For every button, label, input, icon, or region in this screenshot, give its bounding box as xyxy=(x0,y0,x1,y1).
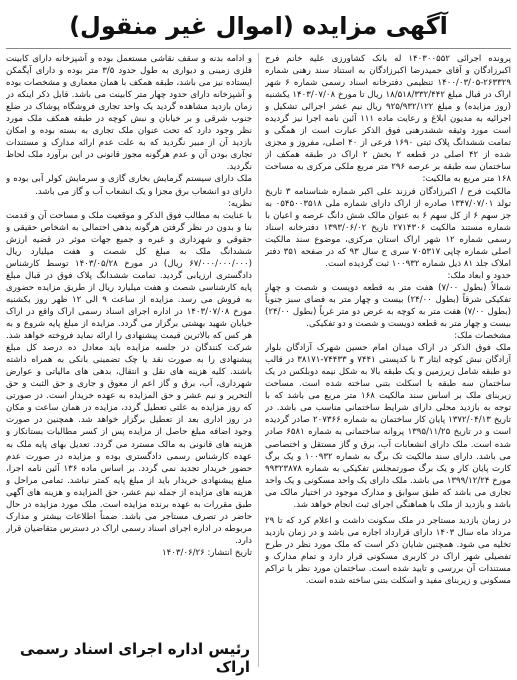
signature-line: رئیس اداره اجرای اسناد رسمی اراک xyxy=(19,640,250,676)
specs-paragraph: ملک فوق الذکر در اراک میدان امام حسین شهرک آزادگان بلوار آزادگان نبش کوچه ایثار ۳ با کدپستی ۷۴۴۱ و ۷۴۴۳۳-۳۸۱۷۱ در قالب دو طبقه شامل زیرزمین و یک طبقه بالا به شکل نیمه دوبلکس در یک ساختمان سه طبقه با اسکلت بتنی ساخته شده است. مساحت زیربنای ملک بر اساس سند مالکیت ۱۶۸ متر مربع می باشد که با توجه به بازدید محلی دارای شرایط ساختمانی مناسب می باشد. در تاریخ ۱۳۷۲/۰۴/۱۳ پایان کار ساختمان به شماره ۲۰۷۳۶۶ صادر گردیده است و در تاریخ ۱۳۹۵/۱۱/۲۵ پروانه ساختمانی به شماره ۶۵۸۱ صادر شده است. ملک دارای انشعابات آب، برق و گاز مستقل و اختصاصی می باشد. دارای سند مالکیت تک برگ به شماره ۱۰۰۹۳۲ و یک برگ کارت پایان کار و یک برگ صورتمجلس تفکیکی به شماره ۹۹۳۲۳۸۷۸ مورخ ۱۳۹۹/۱۲/۲۴ می باشد. ملک دارای یک واحد مسکونی و یک واحد تجاری می باشد که طبق سوابق و مدارک موجود در اختیار مالک می باشد و بازدید از ملک با هماهنگی اجرای ثبت انجام خواهد شد. xyxy=(265,343,511,510)
tenant-paragraph: در زمان بازدید مستاجر در ملک سکونت داشت و اعلام کرد که تا ۲۹ مرداد ماه سال ۱۴۰۳ دارای قرارداد اجاره می باشد و در زمان بازدید تخلیه می شود. همچنین شایان ذکر است که ملک مورد نظر در طرح تفصیلی شهر اراک در کاربری مسکونی قرار دارد و تمام مدارک و مستندات آن بررسی و تایید شده است. ساختمان مورد نظر با تراکم مسکونی و زیربنای مفید و اسکلت بتنی ساخته شده است. xyxy=(265,515,511,587)
boundaries-paragraph: شمالاً (بطول ۷/۰۰) هفت متر به قطعه دویست و شصت و چهار تفکیکی شرقاً (بطول ۲۴/۰۰) بیست و چهار متر به فضای سبز جنوباً (بطول ۷/۰۰) هفت متر به کوچه به عرض دو متر غرباً (بطول ۲۴/۰۰) بیست و چهار متر به قطعه دویست و شصت و دو تفکیکی. xyxy=(265,282,511,330)
auction-terms-paragraph: با عنایت به مطالب فوق الذکر و موقعیت ملک و مساحت آن و قدمت بنا و بدون در نظر گرفتن هرگونه بدهی احتمالی به اشخاص حقیقی و حقوقی و شهرداری و غیره و جمیع جهات موثر در قضیه ارزش ششدانگ ملک به مبلغ کل شصت و هفت میلیارد ریال (۶۷/۰۰۰/۰۰۰/۰۰۰ ریال) در مورخ ۱۴۰۳/۰۵/۲۸ توسط کارشناس دادگستری ارزیابی گردید. تمامت ششدانگ پلاک فوق در قبال مبلغ پایه کارشناسی شصت و هفت میلیارد ریال از طریق مزایده حضوری به فروش می رسد. مزایده از ساعت ۹ الی ۱۲ ظهر روز یکشنبه مورخ ۱۴۰۳/۰۷/۰۸ در اداره اجرای اسناد رسمی اراک واقع در اراک خیابان شهید بهشتی برگزار می گردد. مزایده از مبلغ پایه شروع و به هر کس که بالاترین قیمت پیشنهادی را ارائه نماید فروخته خواهد شد. شرکت کنندگان در جلسه مزایده باید معادل ده درصد کل مبلغ پیشنهادی را به صورت نقد یا چک تضمینی بانکی به همراه داشته باشند. کلیه هزینه های نقل و انتقال، بدهی های مالیاتی و عوارض شهرداری، آب، برق و گاز اعم از معوق و جاری و حق الثبت و حق التحریر و نیم عشر و حق المزایده به عهده خریدار است. در صورتی که روز مزایده به علتی تعطیل گردد، مزایده در همان ساعت و مکان در روز اداری بعد از تعطیل برگزار خواهد شد. همچنین در صورت وجود اضافه مبلغ حاصل از مزایده پس از کسر مطالبات بستانکار و هزینه های قانونی به مالک مسترد می گردد. تعدیل بهای پایه ملک به عهده کارشناس رسمی دادگستری بوده و مزایده در صورت عدم حضور خریدار تجدید نمی گردد. بر اساس ماده ۱۳۶ آئین نامه اجرا، مبلغ پیشنهادی خریدار باید از مبلغ پایه کمتر نباشد. تمامی مراحل و هزینه های مزایده از جمله نیم عشر، حق المزایده و هزینه های آگهی طبق مقررات به عهده برنده مزایده است. ملک مورد مزایده در حال حاضر در تصرف مستاجر می باشد. ضمناً اطلاعات بیشتر و مدارک مربوطه در اداره اجرای اسناد رسمی اراک در دسترس متقاضیان قرار دارد. xyxy=(6,210,253,546)
interior-paragraph: و ادامه بدنه و سقف نقاشی مستعمل بوده و آشپزخانه دارای کابینت فلزی زمینی و دیواری به طول حدود ۳/۵ متر بوده و دارای آیگمکن ایستاده نیز می باشد، طبقه همکف با همان معماری و مشخصات بوده و آشپزخانه دارای حدود چهار متر کابینت می باشد. قابل ذکر اینکه در زمان بازدید مشاهده گردید یک واحد تجاری فروشگاه پوشاک در ضلع جنوب شرقی و بر خیابان و نبش کوچه در طبقه همکف ملک مورد نظر وجود دارد که تحت عنوان ملک تجاری به بسته بوده و امکان بازدید آن از مبیر نگردید که به علت عدم ارائه مدارک و مستندات تجاری بودن آن و عدم هرگونه مجوز قانونی در این برآورد ملک لحاظ نگردید. xyxy=(6,54,253,173)
column-divider xyxy=(258,53,259,667)
opinion-heading: نظریه: xyxy=(227,198,253,209)
notice-columns xyxy=(6,53,511,667)
notice-header xyxy=(6,4,511,49)
boundaries-heading: حدود و ابعاد ملک: xyxy=(447,270,511,281)
specs-heading: مشخصات ملک: xyxy=(454,331,511,342)
utilities-paragraph: ملک دارای سیستم گرمایش بخاری گازی و سرمایش کولر آبی بوده و دارای دو انشعاب برق مجزا و یک انشعاب آب و گاز می باشد. xyxy=(6,174,253,197)
case-intro-paragraph: پرونده اجرائی ۱۴۰۳۰۰۵۵۲ له بانک کشاورزی علیه خانم فرح اکبرزادگان و آقای حمیدرضا اکبرزادگان به استناد سند رهنی شماره ۲۶۳۳۲۹-۱۴۰۰/۰۳/۰۵ تنظیمی دفترخانه اسناد رسمی شماره ۶ شهر اراک در قبال مبلغ ۱۸/۵۱۸/۳۳۲/۴۴۲ ریال تا مورخ ۱۴۰۳/۰۷/۰۸ یکشنبه (روز مزایده) و مبلغ ۹۲۵/۹۳۲/۱۲۲ ریال نیم عشر اجرائی تشکیل و اجرائیه به مدیون ابلاغ و رعایت ماده ۱۱۱ آئین نامه اجرا نیز گردیده است مورد وثیقه ششدرهنی فوق الذکر عبارت است از همگی و تمامت ششدانگ پلاک ثبتی ۱۶۹۰ فرعی از ۴۰ اصلی، مفروز و مجزی شده از ۴۲ اصلی در قطعه ۲ بخش ۲ اراک در طبقه همکف از ساختمان سه طبقه بر عرصه ۲۹۶ متر مربع ملکی مرکزی به مساحت ۱۶۸ متر مربع به مالکیت: xyxy=(265,54,511,185)
notice-title: آگهی مزایده (اموال غیر منقول) xyxy=(69,12,448,40)
ownership-paragraph: مالکیت فرح / اکبرزادگان فرزند علی اکبر شماره شناسنامه ۳ تاریخ تولد ۱۳۴۷/۰۷/۰۱ صادره از اراک دارای شماره ملی ۰۵۴۵۰۰۳۵۱۸ به جز سهم ۶ از کل سهم ۶ به عنوان مالک شش دانگ عرصه و اعیان با شماره مستند مالکیت ۲۷۱۴۳۰۶ تاریخ ۱۳۹۳/۰۶/۰۲ دفترخانه اسناد رسمی شماره ۱۲ شهر اراک استان مرکزی، موضوع سند مالکیت اصلی شماره چاپی ۷۰۵۳۱۷ سری ج سال ۹۳ که در صفحه ۳۵۱ دفتر املاک جلد ۸۱ ذیل شماره ۱۰۰۹۳۲ ثبت گردیده است. xyxy=(265,186,511,269)
right-column xyxy=(265,53,511,667)
publish-date: تاریخ انتشار: ۱۴۰۳/۰۶/۲۶ xyxy=(162,547,253,558)
left-column xyxy=(6,53,252,667)
